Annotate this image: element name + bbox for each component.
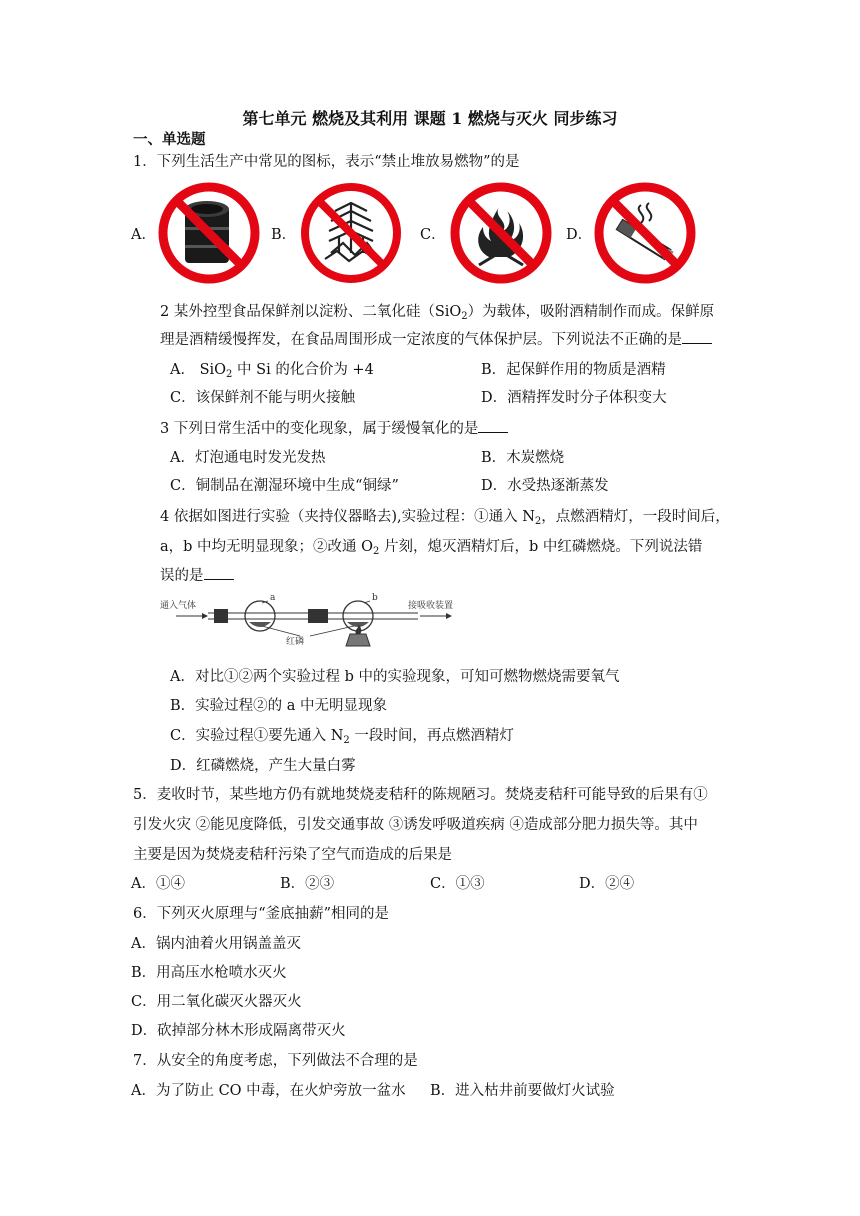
q4-option-c[interactable]: C．实验过程①要先通入 $N_2$ 一段时间，再点燃酒精灯 [170,728,514,746]
question-5-line-1: 5．麦收时节，某些地方仍有就地焚烧麦秸秆的陈规陋习。焚烧麦秸秆可能导致的后果有① [133,787,708,803]
no-open-flame-icon[interactable] [449,181,553,285]
gas-inlet-label: 通入气体 [160,600,197,610]
q1-option-b-label[interactable]: B． [271,227,297,243]
page-title: 第七单元 燃烧及其利用 课题 1 燃烧与灭火 同步练习 [242,109,618,128]
question-7-stem: 7．从安全的角度考虑，下列做法不合理的是 [133,1053,418,1069]
answer-blank[interactable] [478,420,508,433]
q1-option-d-label[interactable]: D． [566,227,593,243]
q6-option-d[interactable]: D．砍掉部分林木形成隔离带灭火 [131,1023,346,1039]
q3-option-c[interactable]: C．铜制品在潮湿环境中生成“铜绿” [170,478,399,494]
oil-barrel-prohibited-icon[interactable] [157,181,261,285]
question-4-line-3: 误的是 [160,564,234,585]
question-4-line-1: 4 依据如图进行实验（夹持仪器略去),实验过程：①通入 $N_2$，点燃酒精灯，一段时间后， [160,509,730,527]
q3-option-d[interactable]: D．水受热逐渐蒸发 [481,478,609,494]
question-1-stem: 1．下列生活生产中常见的图标，表示“禁止堆放易燃物”的是 [133,154,520,170]
answer-blank[interactable] [682,331,712,344]
q5-option-c[interactable]: C．①③ [430,876,485,892]
q2-option-a[interactable]: A． SiO$_2$ 中 Si 的化合价为 +4 [170,362,374,380]
q1-option-c-label[interactable]: C． [420,227,446,243]
q2-option-c[interactable]: C．该保鲜剂不能与明火接触 [170,390,356,406]
q1-option-a-label[interactable]: A． [131,227,156,243]
question-6-stem: 6．下列灭火原理与“釜底抽薪”相同的是 [133,906,390,922]
q2-option-d[interactable]: D．酒精挥发时分子体积变大 [481,390,667,406]
q4-option-a[interactable]: A．对比①②两个实验过程 b 中的实验现象，可知可燃物燃烧需要氧气 [170,669,620,685]
answer-blank[interactable] [204,567,234,580]
tube-b-label: b [372,593,378,603]
question-3-stem: 3 下列日常生活中的变化现象，属于缓慢氧化的是 [160,417,508,438]
q4-option-d[interactable]: D．红磷燃烧，产生大量白雾 [170,758,356,774]
q6-option-a[interactable]: A．锅内油着火用锅盖盖灭 [131,936,301,952]
q2-option-b[interactable]: B．起保鲜作用的物质是酒精 [481,362,666,378]
q5-option-d[interactable]: D．②④ [579,876,635,892]
q7-option-b[interactable]: B．进入枯井前要做灯火试验 [430,1083,615,1099]
absorber-outlet-label: 接吸收装置 [408,600,454,610]
q4-option-b[interactable]: B．实验过程②的 a 中无明显现象 [170,698,388,714]
question-2-line-1: 2 某外控型食品保鲜剂以淀粉、二氧化硅（SiO$_2$）为载体，吸附酒精制作而成。保鲜原 [160,304,715,322]
q5-option-b[interactable]: B．②③ [280,876,335,892]
section-heading: 一、单选题 [133,131,206,148]
question-2-line-2: 理是酒精缓慢挥发，在食品周围形成一定浓度的气体保护层。下列说法不正确的是 [160,328,712,349]
no-smoking-icon[interactable] [593,181,697,285]
red-phosphorus-label: 红磷 [286,636,305,646]
q3-option-a[interactable]: A．灯泡通电时发光发热 [170,450,326,466]
tube-a-label: a [270,593,276,603]
experiment-apparatus-diagram [158,592,462,650]
question-5-line-2: 引发火灾 ②能见度降低，引发交通事故 ③诱发呼吸道疾病 ④造成部分肥力损失等。其中 [133,817,698,833]
q5-option-a[interactable]: A．①④ [131,876,185,892]
q6-option-c[interactable]: C．用二氧化碳灭火器灭火 [131,994,302,1010]
stacked-materials-prohibited-icon[interactable] [299,181,403,285]
q6-option-b[interactable]: B．用高压水枪喷水灭火 [131,965,287,981]
question-5-line-3: 主要是因为焚烧麦秸秆污染了空气而造成的后果是 [133,847,452,863]
q7-option-a[interactable]: A．为了防止 CO 中毒，在火炉旁放一盆水 [131,1083,406,1099]
question-4-line-2: a，b 中均无明显现象；②改通 $O_2$ 片刻，熄灭酒精灯后，b 中红磷燃烧。下列说法错 [160,539,703,557]
q3-option-b[interactable]: B．木炭燃烧 [481,450,565,466]
